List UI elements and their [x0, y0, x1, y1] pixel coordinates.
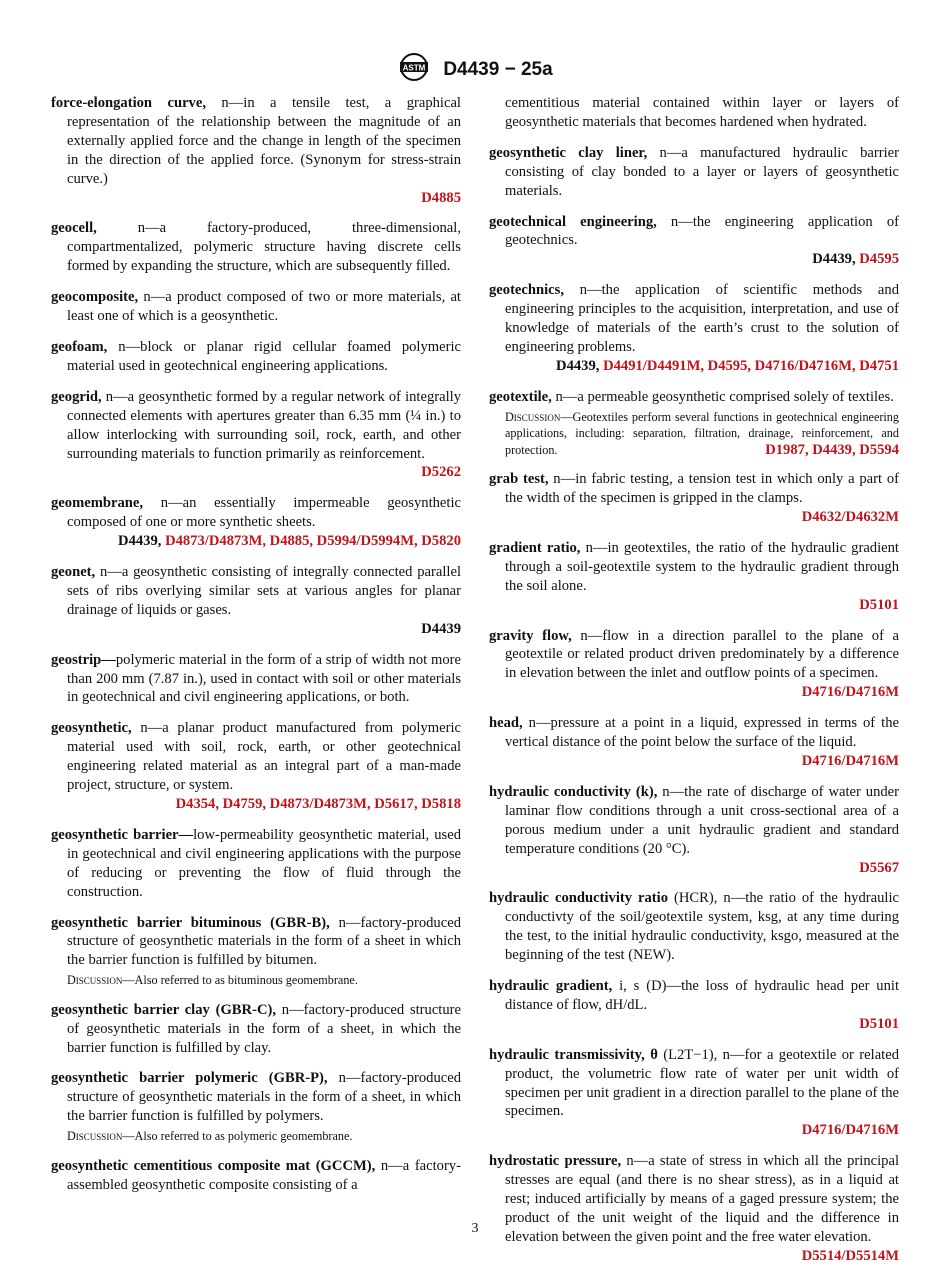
reference-link[interactable]: D4716/D4716M	[801, 752, 899, 769]
page-header	[0, 52, 950, 87]
definition-text: n—a geosynthetic formed by a regular network of integrally connected elements with apertures greater than 6.35 mm (¼ in.) to allow interlocking with surrounding soil, rock, earth, and other surrounding materials to function primarily as reinforcement.	[67, 388, 461, 462]
term: geomembrane,	[51, 495, 143, 512]
term: geonet,	[51, 564, 96, 581]
reference-list	[505, 250, 899, 269]
reference-link[interactable]: D4491/D4491M, D4595, D4716/D4716M, D4751	[603, 357, 899, 374]
definition-text: (L2T−1), n—for a geotextile or related product, the volumetric flow rate of water per unit width of specimen per unit gradient in a direction parallel to the plane of the specimen.	[505, 1046, 899, 1120]
definition-entry	[51, 719, 461, 814]
discussion-text: Geotextiles perform several functions in geotechnical engineering applications, including: separation, filtration, drainage, reinforcement, and protection.	[505, 409, 899, 457]
term: head,	[489, 715, 523, 732]
term: force-elongation curve,	[51, 95, 206, 111]
svg-text:ASTM: ASTM	[402, 63, 426, 73]
definition-entry	[489, 539, 899, 615]
definition-text: polymeric material in the form of a strip of width not more than 200 mm (7.87 in.), used in contact with soil or other materials in geotechnical and civil engineering applications, or both.	[67, 651, 461, 706]
definition-text: n—block or planar rigid cellular foamed polymeric material used in geotechnical engineering applications.	[67, 338, 461, 374]
term: grab test,	[489, 471, 549, 488]
definition-text: n—a permeable geosynthetic comprised solely of textiles.	[551, 388, 894, 405]
term: geosynthetic clay liner,	[489, 144, 648, 161]
reference-link[interactable]: D4873/D4873M, D4885, D5994/D5994M, D5820	[165, 533, 461, 550]
definition-text: low-permeability geosynthetic material, used in geotechnical and civil engineering applications with the purpose of reducing or preventing the flow of fluid through the construction.	[67, 826, 461, 900]
definition-text: n—a product composed of two or more materials, at least one of which is a geosynthetic.	[67, 289, 461, 325]
reference-list	[505, 683, 899, 702]
definition-entry	[489, 213, 899, 270]
reference-link[interactable]: D5567	[859, 859, 899, 876]
definition-entry	[51, 288, 461, 326]
reference-list	[505, 1121, 899, 1140]
term: hydraulic gradient,	[489, 978, 613, 995]
definition-entry	[51, 219, 461, 276]
definition-entry	[489, 783, 899, 878]
term: geocell,	[51, 220, 97, 237]
left-column	[51, 94, 461, 1207]
definition-entry	[489, 627, 899, 703]
definition-text: n—the engineering application of geotechnics.	[505, 213, 900, 249]
definition-entry	[489, 388, 899, 458]
reference-list	[505, 508, 899, 527]
definition-text: n—in a tensile test, a graphical representation of the relationship between the magnitude of an externally applied force and the change in length of the specimen in the direction of the applied force. (Synonym for stress-strain curve.)	[67, 95, 461, 187]
reference-link[interactable]: D1987, D4439, D5594	[765, 441, 899, 458]
term: geostrip—	[51, 651, 116, 668]
definition-text: n—the application of scientific methods and engineering principles to the acquisition, interpretation, and use of knowledge of materials of the earth’s crust to the solution of engineering problems.	[505, 282, 899, 355]
definition-text: (HCR), n—the ratio of the hydraulic conductivty of the soil/geotextile system, ksg, at any time during the test, to the initial hydraulic conductivity, ksgo, measured at the beginning of the test (NEW).	[505, 890, 899, 964]
reference-list	[505, 357, 899, 376]
discussion-label: Discussion	[67, 1129, 123, 1144]
definition-text: n—a geosynthetic consisting of integrally connected parallel sets of ribs overlying similar sets at various angles for planar drainage of liquids or gases.	[67, 564, 461, 618]
reference-list	[505, 859, 899, 878]
reference-list	[505, 1015, 899, 1034]
reference-list	[67, 795, 461, 814]
reference-link[interactable]: D5514/D5514M	[801, 1247, 899, 1264]
term: geosynthetic,	[51, 720, 132, 737]
term: hydraulic conductivity (k),	[489, 783, 658, 800]
definition-text: n—a factory-assembled geosynthetic composite consisting of a	[67, 1157, 461, 1193]
definition-text: i, s (D)—the loss of hydraulic head per unit distance of flow, dH/dL.	[505, 978, 900, 1013]
reference-link[interactable]: D4595	[859, 251, 899, 268]
reference-link[interactable]: D4354, D4759, D4873/D4873M, D5617, D5818	[175, 796, 461, 812]
term: geosynthetic cementitious composite mat (GCCM),	[51, 1157, 376, 1174]
discussion-text: Also referred to as polymeric geomembrane.	[134, 1129, 353, 1144]
discussion-text: Also referred to as bituminous geomembrane.	[134, 973, 358, 988]
definition-entry	[51, 651, 461, 708]
definition-entry	[51, 563, 461, 639]
definition-text: n—flow in a direction parallel to the plane of a geotextile or related product driven predominately by a difference in elevation between the inlet and outflow points of a specimen.	[505, 627, 899, 682]
term: geofoam,	[51, 338, 108, 355]
reference-self: D4439	[421, 620, 461, 637]
reference-link[interactable]: D5101	[859, 1015, 899, 1032]
term: geosynthetic barrier—	[51, 826, 194, 843]
term: hydrostatic pressure,	[489, 1153, 622, 1170]
definition-entry	[51, 1069, 461, 1144]
definition-entry	[51, 494, 461, 551]
definition-text: n—a state of stress in which all the principal stresses are equal (and there is no shear stress), as in a liquid at rest; induced artificially by means of a gaged pressure system; the product of the unit weight of the liquid and the difference in elevation between the given point and the free water elevation.	[505, 1153, 899, 1245]
definition-text: n—factory-produced structure of geosynthetic materials in the form of a sheet, in which the barrier function is fulfilled by polymers.	[67, 1070, 461, 1125]
definition-entry	[51, 1157, 461, 1195]
term: geosynthetic barrier polymeric (GBR-P),	[51, 1070, 328, 1087]
definition-entry	[489, 470, 899, 527]
term: geotechnical engineering,	[489, 213, 657, 230]
definition-entry	[51, 388, 461, 483]
definition-entry	[489, 977, 899, 1034]
reference-list	[67, 620, 461, 639]
definition-entry	[489, 714, 899, 771]
reference-link[interactable]: D4716/D4716M	[801, 684, 899, 701]
reference-link[interactable]: D4716/D4716M	[801, 1122, 899, 1139]
definition-entry	[489, 94, 899, 132]
definition-entry	[51, 826, 461, 902]
term: geotextile,	[489, 388, 552, 405]
discussion-note: Discussion—Geotextiles perform several functions in geotechnical engineering applications, including: separation, filtration, drainage, reinforcement, and protection. D1987, D4439, D5594	[505, 409, 899, 458]
discussion-label: Discussion	[67, 973, 123, 988]
reference-list	[67, 463, 461, 482]
definition-text: n—pressure at a point in a liquid, expressed in terms of the vertical distance of the point below the surface of the liquid.	[505, 715, 899, 751]
definition-entry	[51, 338, 461, 376]
definition-text: n—an essentially impermeable geosynthetic composed of one or more synthetic sheets.	[67, 495, 461, 531]
term: geogrid,	[51, 388, 102, 405]
definition-entry	[489, 281, 899, 376]
definition-text: n—in fabric testing, a tension test in which only a part of the width of the specimen is gripped in the clamps.	[505, 471, 899, 507]
term: hydraulic conductivity ratio	[489, 890, 669, 907]
definition-text: n—the rate of discharge of water under laminar flow conditions through a unit cross-sectional area of a porous medium under a unit hydraulic gradient and standard temperature conditions (20 °C).	[505, 783, 899, 857]
discussion-note: Discussion—Also referred to as polymeric geomembrane.	[67, 1129, 353, 1144]
definition-entry	[489, 144, 899, 201]
reference-list	[505, 596, 899, 615]
reference-list	[67, 532, 461, 551]
reference-list	[505, 752, 899, 771]
definition-entry	[489, 1152, 899, 1265]
definition-text: n—a factory-produced, three-dimensional, compartmentalized, polymeric structure having discrete cells formed by expanding the structure, which are subsequently filled.	[67, 220, 461, 275]
term: geocomposite,	[51, 289, 139, 306]
definition-entry	[51, 1001, 461, 1058]
term: gradient ratio,	[489, 539, 581, 556]
term: gravity flow,	[489, 627, 572, 644]
term: geosynthetic barrier bituminous (GBR-B),	[51, 914, 330, 931]
reference-self: D4439,	[556, 357, 604, 374]
reference-list	[67, 189, 461, 208]
reference-self: D4439,	[812, 251, 860, 268]
reference-link[interactable]: D4632/D4632M	[801, 509, 899, 525]
definition-text: n—a planar product manufactured from polymeric material used with soil, rock, earth, or other geotechnical engineering related material as an integral part of a man-made project, structure, or system.	[67, 720, 461, 794]
definition-text: cementitious material contained within layer or layers of geosynthetic materials that becomes hardened when hydrated.	[505, 95, 899, 130]
discussion-label: Discussion	[505, 409, 561, 424]
document-designation: D4439 − 25a	[443, 58, 553, 80]
definition-entry	[489, 889, 899, 965]
page-number: 3	[471, 1221, 479, 1236]
term: hydraulic transmissivity, θ	[489, 1046, 658, 1063]
definition-entry	[51, 914, 461, 989]
reference-link[interactable]: D5262	[421, 464, 461, 481]
reference-self: D4439,	[118, 533, 166, 550]
term: geotechnics,	[489, 282, 564, 299]
definition-text: n—factory-produced structure of geosynthetic materials in the form of a sheet, in which the barrier function is fulfilled by clay.	[67, 1001, 461, 1056]
reference-link[interactable]: D5101	[859, 596, 899, 613]
reference-link[interactable]: D4885	[421, 189, 461, 206]
definition-text: n—a manufactured hydraulic barrier consisting of clay bonded to a layer or layers of geosynthetic materials.	[505, 144, 899, 199]
right-column	[489, 94, 899, 1278]
definition-entry	[51, 94, 461, 207]
reference-list	[505, 1247, 899, 1266]
astm-logo-icon	[397, 52, 431, 87]
definition-text: n—factory-produced structure of geosynthetic materials in the form of a sheet in which the barrier function is fulfilled by bitumen.	[67, 914, 461, 969]
discussion-note: Discussion—Also referred to as bituminous geomembrane.	[67, 973, 358, 988]
definition-text: n—in geotextiles, the ratio of the hydraulic gradient through a soil-geotextile system to the hydraulic gradient through the soil alone.	[505, 539, 899, 594]
term: geosynthetic barrier clay (GBR-C),	[51, 1001, 276, 1018]
definition-entry	[489, 1046, 899, 1141]
